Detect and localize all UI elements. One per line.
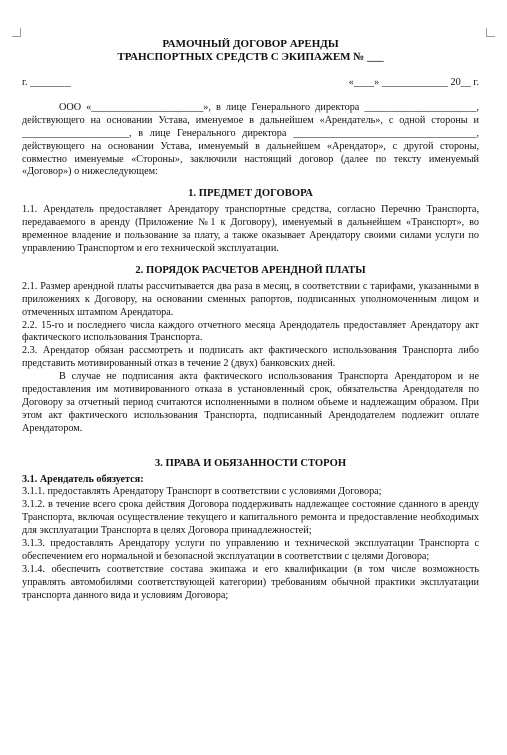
document-title bbox=[22, 38, 479, 64]
clause-2-2: 2.2. 15-го и последнего числа каждого отчетного месяца Арендодатель предоставляет Арендатору акт фактического использования Транспорта. bbox=[22, 319, 479, 344]
clause-2-1: 2.1. Размер арендной платы рассчитывается два раза в месяц, в соответствии с тарифами, указанными в приложениях к Договору, на основании сменных рапортов, подписанных уполномоченным лицом и отмеченных штампом Арендатора. bbox=[22, 280, 479, 318]
clause-1-1: 1.1. Арендатель предоставляет Арендатору транспортные средства, согласно Перечню Транспорта, передаваемого в аренду (Приложение №1 к Договору), именуемый в дальнейшем «Транспорт», во временное владение и пользование за плату, а также оказывает Арендатору своими силами услуги по управлению Транспортом и его технической эксплуатации. bbox=[22, 204, 479, 254]
section-2-title: 2. ПОРЯДОК РАСЧЕТОВ АРЕНДНОЙ ПЛАТЫ bbox=[135, 264, 366, 276]
city-field: г. ________ bbox=[22, 77, 71, 88]
document-body bbox=[22, 38, 479, 603]
date-field: «____» _____________ 20__ г. bbox=[348, 77, 479, 88]
clause-2-note: В случае не подписания акта фактического использования Транспорта Арендатором и не предоставления им мотивированного отказа в установленный срок, обязательства Арендодателя по Договору за отчетный период считаются исполненными в полном объеме и надлежащим образом. При этом акт фактического использования Транспорта, подписанный Арендодателем подлежит оплате Арендатором. bbox=[22, 371, 479, 434]
clause-3-1-3: 3.1.3. предоставлять Арендатору услуги по управлению и технической эксплуатации Транспорта с обеспечением его нормальной и безопасной эксплуатации в соответствии с целями Договора; bbox=[22, 538, 479, 562]
page-corner-mark bbox=[12, 28, 21, 37]
title-line-2: ТРАНСПОРТНЫХ СРЕДСТВ С ЭКИПАЖЕМ № ___ bbox=[117, 51, 384, 63]
place-date-row bbox=[22, 77, 479, 90]
clause-3-1-4: 3.1.4. обеспечить соответствие состава экипажа и его квалификации (в том числе возможность управлять автомобилями соответствующей категории) требованиям обычной практики эксплуатации транспорта данного вида и условиям Договора; bbox=[22, 563, 479, 601]
clause-3-1: 3.1. Арендатель обязуется: bbox=[22, 473, 144, 485]
section-3-title: 3. ПРАВА И ОБЯЗАННОСТИ СТОРОН bbox=[154, 457, 347, 469]
preamble: ООО «______________________», в лице Генерального директора ______________________, действующего на основании Устава, именуемое в дальнейшем «Арендатель», с одной стороны и _____________________, в лице Генерального директора ____________________________________, действующего на основании Устава, именуемый в дальнейшем «Арендатор», с другой стороны, совместно именуемые «Стороны», заключили настоящий договор (далее по тексту именуемый «Договор») о нижеследующем: bbox=[22, 101, 479, 178]
title-line-1: РАМОЧНЫЙ ДОГОВОР АРЕНДЫ bbox=[162, 38, 339, 50]
clause-3-1-1: 3.1.1. предоставлять Арендатору Транспорт в соответствии с условиями Договора; bbox=[22, 486, 382, 498]
clause-3-1-2: 3.1.2. в течение всего срока действия Договора поддерживать надлежащее состояние сданного в аренду Транспорта, включая осуществление текущего и капитального ремонта и предоставление необходимых для эксплуатации Транспорта в целях Договора принадлежностей; bbox=[22, 499, 479, 537]
clause-2-3: 2.3. Арендатор обязан рассмотреть и подписать акт фактического использования Транспорта либо представить мотивированный отказ в течение 2 (двух) банковских дней. bbox=[22, 345, 479, 370]
section-1-title: 1. ПРЕДМЕТ ДОГОВОРА bbox=[188, 188, 313, 200]
page-corner-mark bbox=[486, 28, 495, 37]
